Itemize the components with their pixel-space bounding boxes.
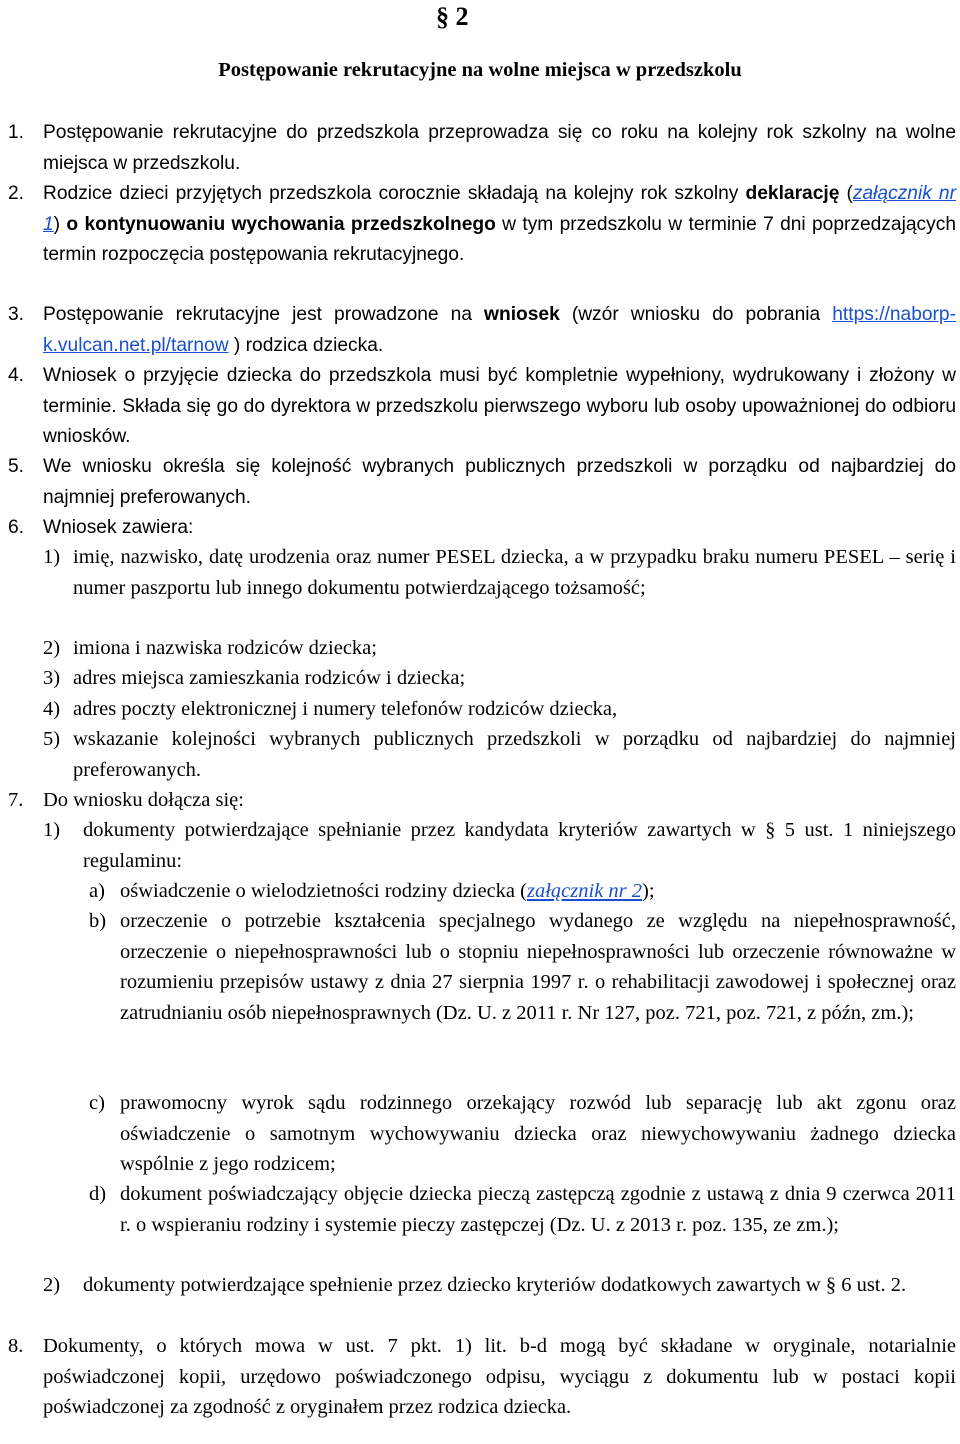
letter-marker: b) [89,910,107,932]
paragraph-8 [8,1331,956,1444]
paragraph-text: Wniosek zawiera: [43,517,194,538]
letter-marker: d) [89,1183,107,1205]
paragraph-number: 1. [8,122,25,143]
paragraph-number: 2. [8,183,25,204]
list-text: wskazanie kolejności wybranych publicznych przedszkoli w porządku od najbardziej do najmniej preferowanych. [73,728,956,781]
application-download-link[interactable]: https://naborp-k.vulcan.net.pl/tarnow [43,304,956,356]
list-number: 2) [43,1274,61,1296]
paragraph-number: 3. [8,304,25,325]
list-item [43,663,956,694]
list-text: dokumenty potwierdzające spełnianie przez kandydata kryteriów zawartych w § 5 ust. 1 niniejszego regulaminu: [83,819,956,872]
paragraph-3 [8,300,956,361]
letter-marker: a) [89,880,105,902]
paragraph-5 [8,452,956,513]
list-text: dokumenty potwierdzające spełnienie przez dziecko kryteriów dodatkowych zawartych w § 6 ust. 2. [83,1274,907,1296]
bold-term: o kontynuowaniu wychowania przedszkolnego [66,213,496,235]
paragraph-number: 4. [8,365,25,386]
paragraph-6 [8,513,956,544]
letter-text: dokument poświadczający objęcie dziecka pieczą zastępczą zgodnie z ustawą z dnia 9 czerwca 2011 r. o wspieraniu rodziny i systemie pieczy zastępczej (Dz. U. z 2013 r. poz. 135, ze zm.); [120,1183,956,1236]
paragraph-7 [8,785,956,816]
list-item [43,542,956,634]
letter-text: prawomocny wyrok sądu rodzinnego orzekający rozwód lub separację lub akt zgonu oraz oświadczenie o samotnym wychowywaniu dziecka oraz niewychowywaniu żadnego dziecka wspólnie z jego rodzicem; [120,1092,956,1175]
list-number: 3) [43,667,61,689]
page-title: Postępowanie rekrutacyjne na wolne miejsca w przedszkolu [218,59,742,81]
paragraph-text: Dokumenty, o których mowa w ust. 7 pkt. 1) lit. b-d mogą być składane w oryginale, notarialnie poświadczonej kopii, urzędowo poświadczonego odpisu, wyciągu z dokumentu lub w postaci kopii poświadczonej za zgodność z oryginałem przez rodzica dziecka. [43,1335,956,1418]
list-text: imię, nazwisko, datę urodzenia oraz numer PESEL dziecka, a w przypadku braku numeru PESEL – serię i numer paszportu lub innego dokumentu potwierdzającego tożsamość; [73,546,956,599]
paragraph-4 [8,361,956,453]
letter-text: orzeczenie o potrzebie kształcenia specjalnego wydanego ze względu na niepełnosprawność, orzeczenie o niepełnosprawności lub o stopniu niepełnosprawności lub orzeczenie równoważne w rozumieniu przepisów ustawy z dnia 27 sierpnia 1997 r. o rehabilitacji zawodowej i społecznej oraz zatrudnianiu osób niepełnosprawnych (Dz. U. z 2011 r. Nr 127, poz. 721, poz. 721, z późn, zm.); [120,910,956,1024]
paragraph-text: Do wniosku dołącza się: [43,789,244,811]
letter-text: oświadczenie o wielodzietności rodziny dziecka (załącznik nr 2); [120,880,655,902]
list-number: 1) [43,819,61,841]
list-item [43,815,956,876]
list-text: adres miejsca zamieszkania rodziców i dziecka; [73,667,466,689]
paragraph-number: 5. [8,456,25,477]
paragraph-text: We wniosku określa się kolejność wybranych publicznych przedszkoli w porządku od najbardziej do najmniej preferowanych. [43,456,956,508]
list-number: 2) [43,637,61,659]
list-item [43,633,956,664]
letter-item [89,906,956,1089]
paragraph-number: 6. [8,517,25,538]
letter-item [89,1088,956,1180]
paragraph-text: Wniosek o przyjęcie dziecka do przedszkola musi być kompletnie wypełniony, wydrukowany i złożony w terminie. Składa się go do dyrektora w przedszkolu pierwszego wyboru lub osoby upoważnionej do odbioru wniosków. [43,365,956,447]
attachment-link-2[interactable]: załącznik nr 2 [527,880,643,902]
paragraph-1 [8,118,956,179]
list-number: 1) [43,546,61,568]
list-text: adres poczty elektronicznej i numery telefonów rodziców dziecka, [73,698,618,720]
bold-term: wniosek [484,304,560,325]
letter-item [89,1179,956,1271]
list-item [43,1270,956,1331]
paragraph-text: Rodzice dzieci przyjętych przedszkola corocznie składają na kolejny rok szkolny deklarację (załącznik nr 1) o kontynuowaniu wychowania przedszkolnego w tym przedszkolu w terminie 7 dni poprzedzających termin rozpoczęcia postępowania rekrutacyjnego. [43,183,956,265]
list-number: 4) [43,698,61,720]
paragraph-number: 7. [8,789,24,811]
list-item [43,724,956,785]
paragraph-2 [8,179,956,301]
paragraph-text: Postępowanie rekrutacyjne do przedszkola przeprowadza się co roku na kolejny rok szkolny na wolne miejsca w przedszkolu. [43,122,956,174]
letter-marker: c) [89,1092,105,1114]
list-item [43,694,956,725]
list-number: 5) [43,728,61,750]
attachment-link-1[interactable]: załącznik nr 1 [43,183,956,235]
paragraph-number: 8. [8,1335,24,1357]
bold-term: deklarację [745,183,840,204]
letter-item [89,876,956,907]
section-number: § 2 [436,2,469,31]
list-text: imiona i nazwiska rodziców dziecka; [73,637,377,659]
paragraph-text: Postępowanie rekrutacyjne jest prowadzone na wniosek (wzór wniosku do pobrania https://naborp-k.vulcan.net.pl/tarnow ) rodzica dziecka. [43,304,956,356]
